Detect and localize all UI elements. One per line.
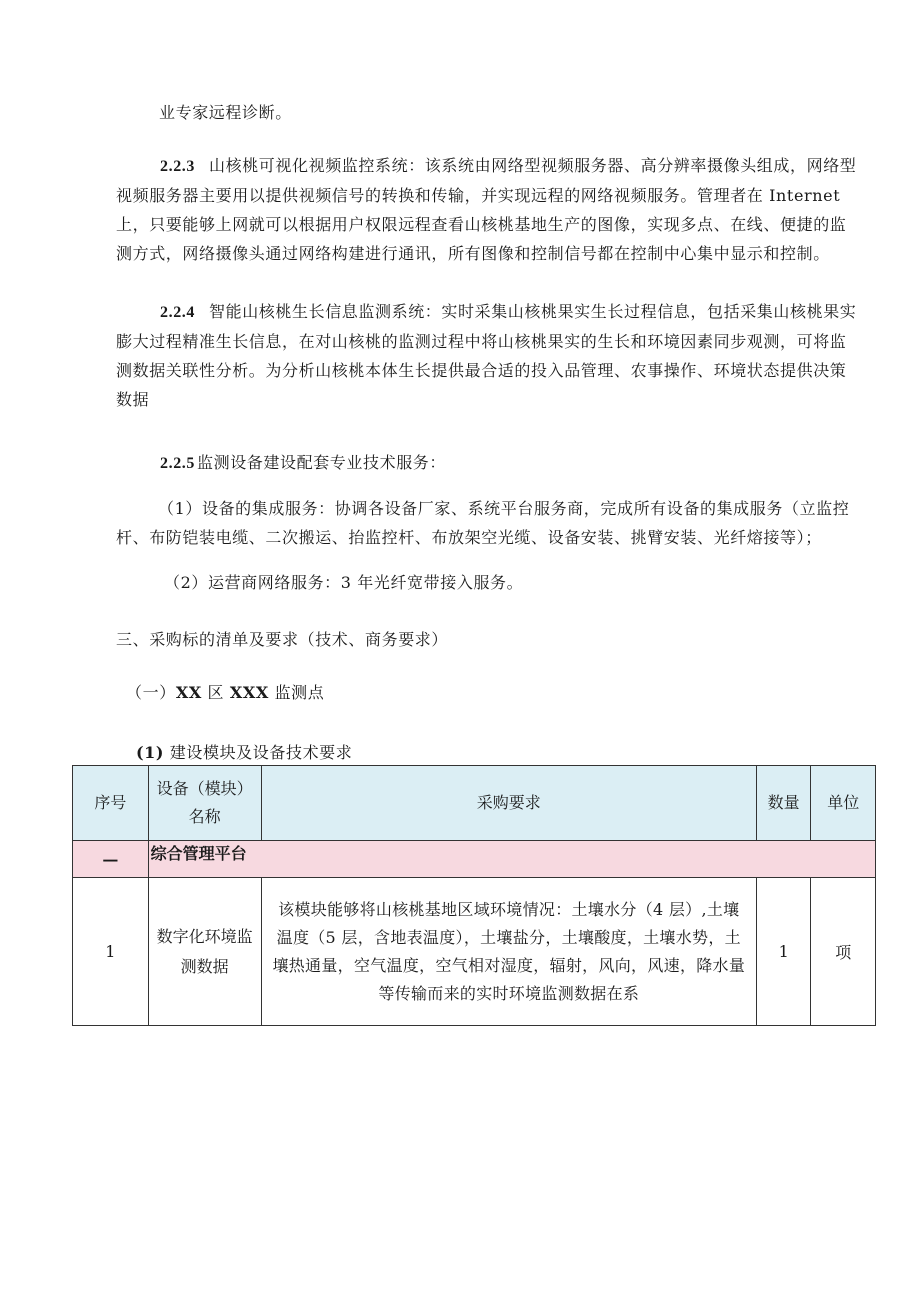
header-quantity: 数量: [756, 766, 810, 841]
table-title: (1) 建设模块及设备技术要求: [136, 743, 353, 762]
section-number-2-2-3: 2.2.3: [160, 158, 195, 175]
section-seq: —: [73, 841, 149, 878]
requirements-table: [72, 765, 876, 1026]
section-title: 综合管理平台: [148, 841, 875, 878]
section-heading-3: 三、采购标的清单及要求（技术、商务要求）: [116, 630, 449, 649]
header-unit: 单位: [811, 766, 876, 841]
section-row: [73, 841, 876, 878]
table-row: [73, 878, 876, 1026]
section-number-2-2-5: 2.2.5: [160, 455, 195, 472]
row-unit: 项: [811, 878, 876, 1026]
section-number-2-2-4: 2.2.4: [160, 304, 195, 321]
paragraph-2-2-5: 2.2.5 监测设备建设配套专业技术服务：: [160, 453, 447, 472]
paragraph-2-2-4: 2.2.4 智能山核桃生长信息监测系统：实时采集山核桃果实生长过程信息，包括采集山核桃果实 膨大过程精准生长信息，在对山核桃的监测过程中将山核桃果实的生长和环境因素同步观测，可将监 测数据关联性分析。为分析山核桃本体生长提供最合适的投入品管理、农事操作、环境状态提供决策 数据: [116, 302, 857, 409]
header-seq: 序号: [73, 766, 149, 841]
subsection-heading-1: （一）XX 区 XXX 监测点: [126, 683, 325, 702]
row-device-name: 数字化环境监 测数据: [148, 878, 261, 1026]
header-device-name: 设备（模块） 名称: [148, 766, 261, 841]
row-quantity: 1: [756, 878, 810, 1026]
row-requirement: 该模块能够将山核桃基地区域环境情况：土壤水分（4 层）,土壤 温度（5 层，含地表温度），土壤盐分，土壤酸度，土壤水势，土 壤热通量，空气温度，空气相对湿度，辐射，风向，风速，降水量 等传输而来的实时环境监测数据在系: [261, 878, 756, 1026]
paragraph-continuation: 业专家远程诊断。: [159, 103, 292, 122]
row-seq: 1: [73, 878, 149, 1026]
header-requirement: 采购要求: [261, 766, 756, 841]
table-header-row: [73, 766, 876, 841]
service-item-1: （1）设备的集成服务：协调各设备厂家、系统平台服务商，完成所有设备的集成服务（立监控 杆、布防铠装电缆、二次搬运、抬监控杆、布放架空光缆、设备安装、挑臂安装、光纤熔接等）；: [116, 499, 850, 547]
paragraph-2-2-3: 2.2.3 山核桃可视化视频监控系统：该系统由网络型视频服务器、高分辨率摄像头组成，网络型 视频服务器主要用以提供视频信号的转换和传输，并实现远程的网络视频服务。管理者在 Internet 上，只要能够上网就可以根据用户权限远程查看山核桃基地生产的图像，实现多点、在线、便捷的监 测方式，网络摄像头通过网络构建进行通讯，所有图像和控制信号都在控制中心集中显示和控制。: [116, 156, 857, 263]
service-item-2: （2）运营商网络服务：3 年光纤宽带接入服务。: [164, 573, 524, 592]
